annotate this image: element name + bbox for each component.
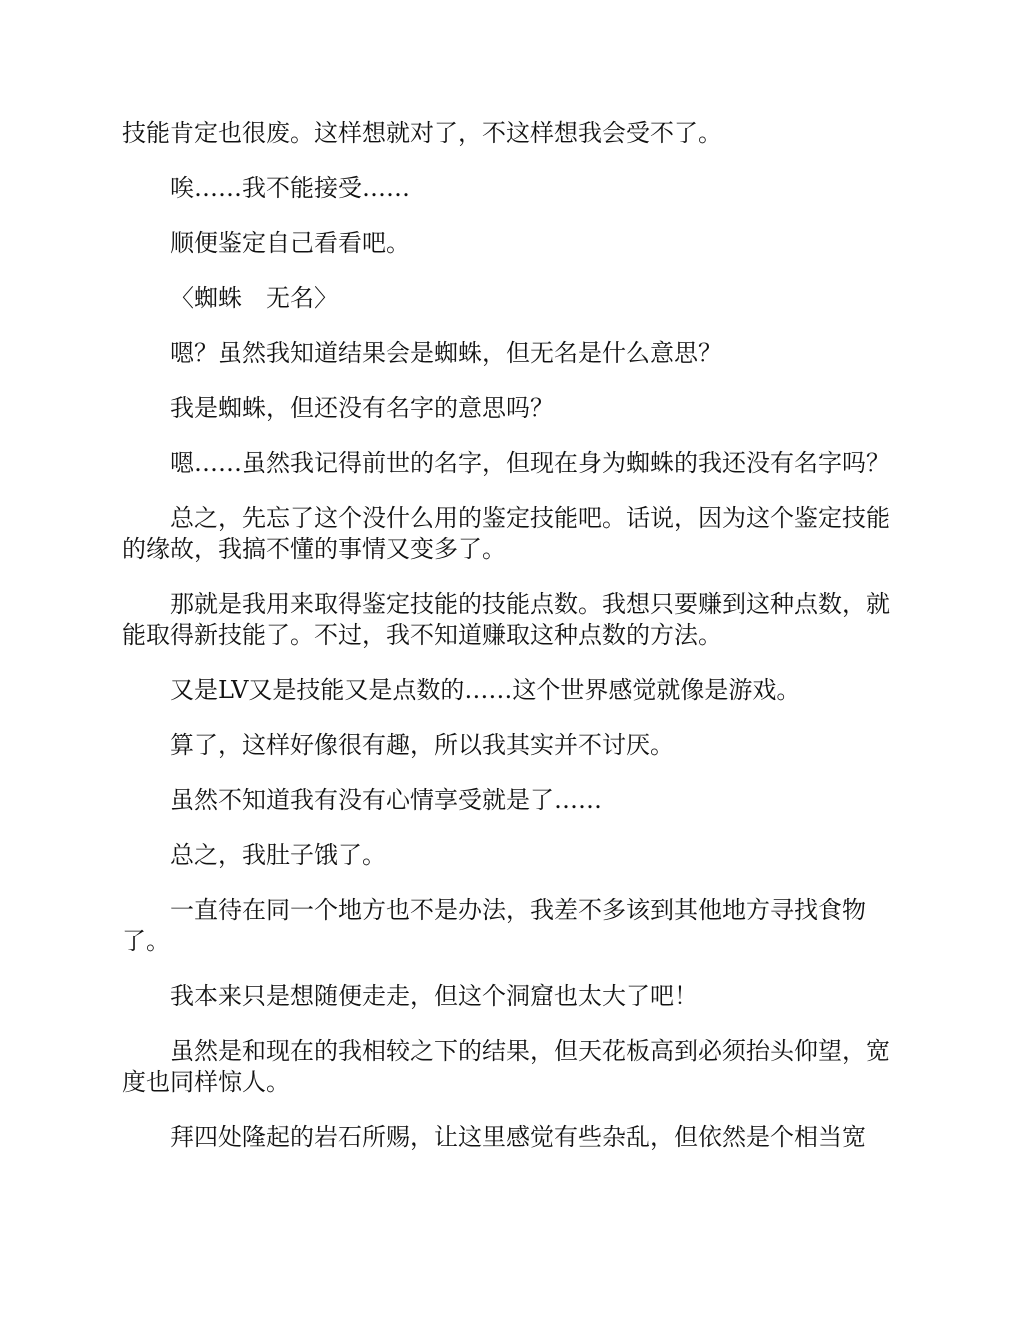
paragraph-11: 算了，这样好像很有趣，所以我其实并不讨厌。 (170, 731, 674, 759)
paragraph-6: 我是蜘蛛，但还没有名字的意思吗？ (170, 394, 554, 422)
paragraph-5: 嗯？虽然我知道结果会是蜘蛛，但无名是什么意思？ (170, 339, 722, 367)
paragraph-15: 我本来只是想随便走走，但这个洞窟也太大了吧！ (170, 982, 698, 1010)
paragraph-14: 一直待在同一个地方也不是办法，我差不多该到其他地方寻找食物了。 (122, 896, 866, 955)
paragraph-3: 顺便鉴定自己看看吧。 (170, 229, 410, 257)
paragraph-12: 虽然不知道我有没有心情享受就是了…… (170, 786, 602, 814)
paragraph-2: 唉……我不能接受…… (170, 174, 410, 202)
paragraph-13: 总之，我肚子饿了。 (170, 841, 386, 869)
paragraph-9: 那就是我用来取得鉴定技能的技能点数。我想只要赚到这种点数，就能取得新技能了。不过，我不知道赚取这种点数的方法。 (122, 590, 890, 649)
paragraph-4: 〈蜘蛛 无名〉 (170, 284, 338, 312)
paragraph-10: 又是LV又是技能又是点数的……这个世界感觉就像是游戏。 (170, 676, 801, 704)
paragraph-16: 虽然是和现在的我相较之下的结果，但天花板高到必须抬头仰望，宽度也同样惊人。 (122, 1037, 890, 1096)
document-body (122, 118, 898, 1177)
paragraph-17: 拜四处隆起的岩石所赐，让这里感觉有些杂乱，但依然是个相当宽 (170, 1123, 866, 1151)
paragraph-7: 嗯……虽然我记得前世的名字，但现在身为蜘蛛的我还没有名字吗？ (170, 449, 890, 477)
paragraph-1: 技能肯定也很废。这样想就对了，不这样想我会受不了。 (122, 119, 722, 147)
paragraph-8: 总之，先忘了这个没什么用的鉴定技能吧。话说，因为这个鉴定技能的缘故，我搞不懂的事情又变多了。 (122, 504, 890, 563)
